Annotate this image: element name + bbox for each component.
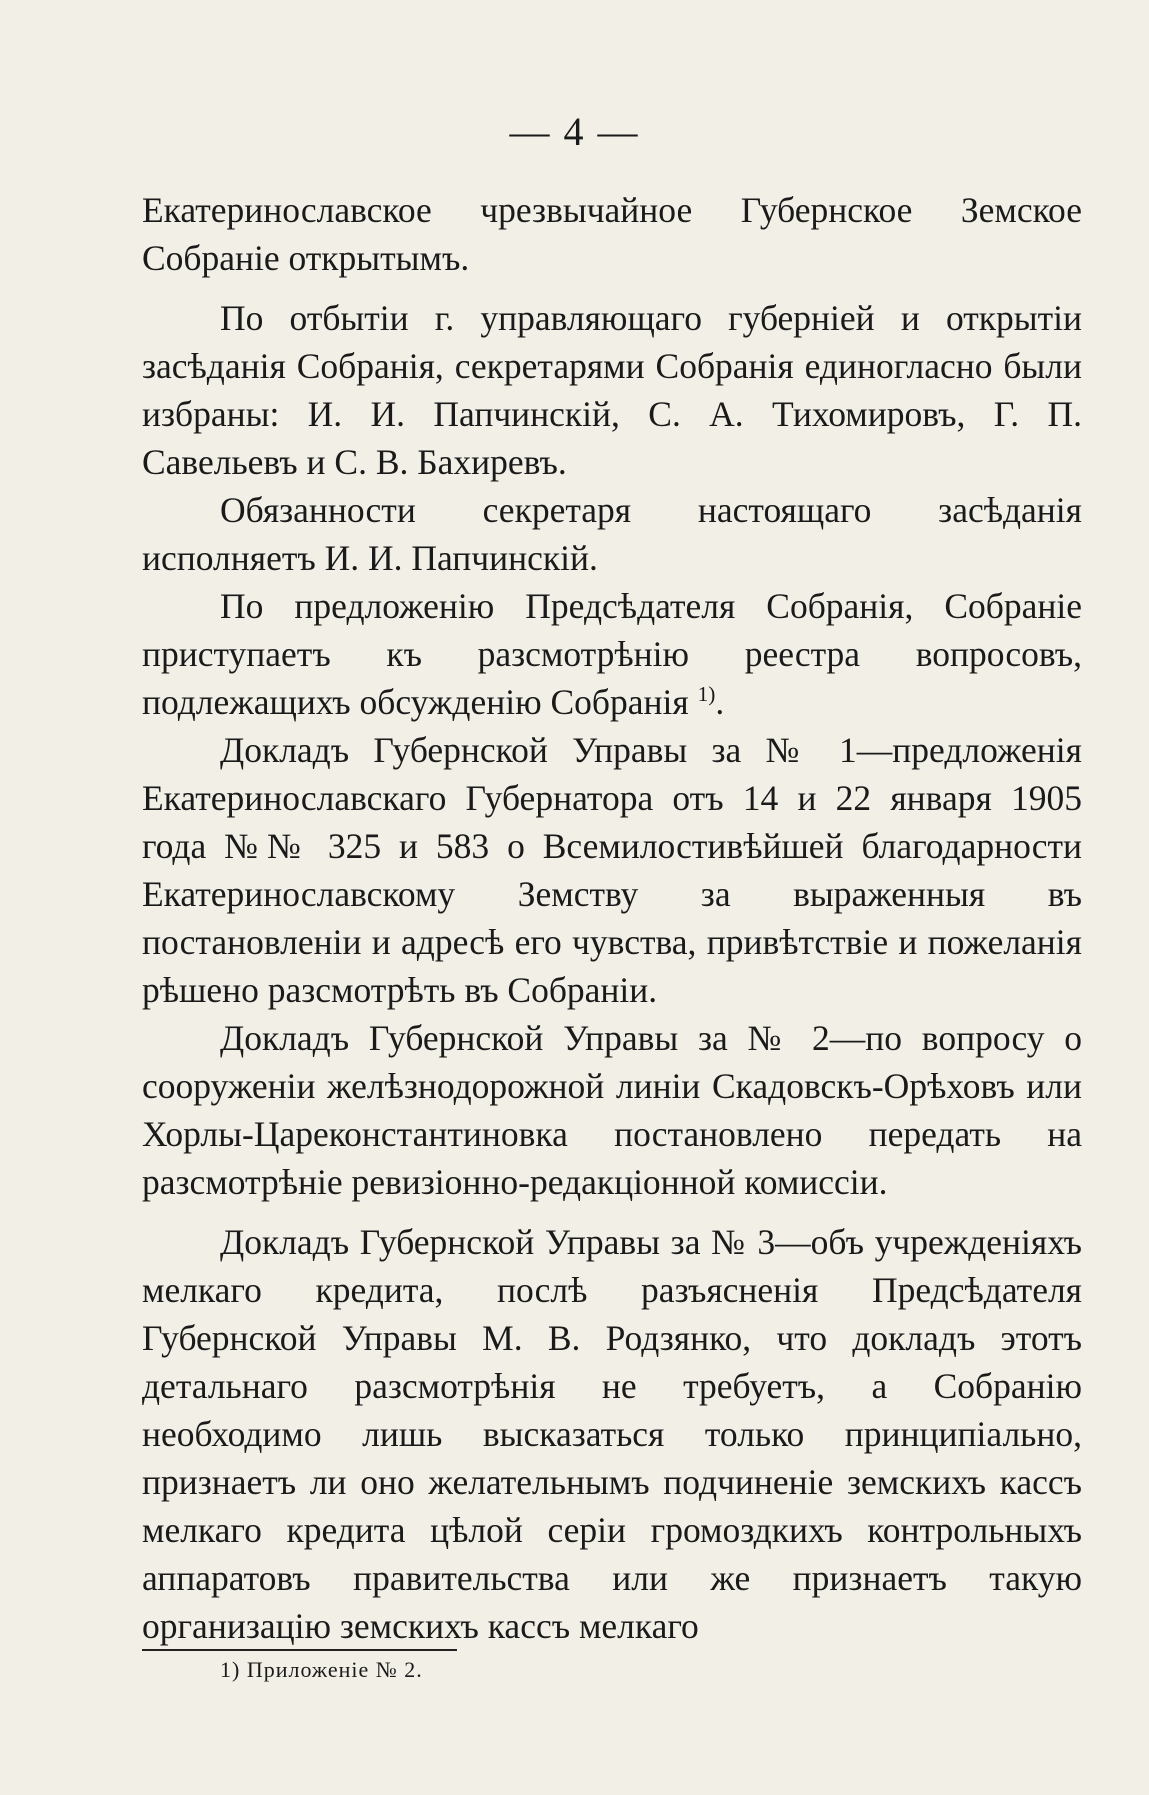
footnote-divider [142,1649,457,1651]
paragraph-duties: Обязанности секретаря настоящаго засѣданія исполняетъ И. И. Папчинскій. [142,490,1082,578]
paragraph-report-3: Докладъ Губернской Управы за № 3—объ учрежденіяхъ мелкаго кредита, послѣ разъясненія Предсѣдателя Губернской Управы М. В. Родзянко, что докладъ этотъ детальнаго разсмотрѣнія не требуетъ, а Собранію необходимо лишь высказаться только принципіально, признаетъ ли оно желательнымъ подчиненіе земскихъ кассъ мелкаго кредита цѣлой серіи громоздкихъ контрольныхъ аппаратовъ правительства или же признаетъ такую организацію земскихъ кассъ мелкаго [142,1222,1082,1646]
footnote-reference: 1) [697,682,716,707]
footnote: 1) Приложеніе № 2. [220,1657,423,1682]
paragraph-report-2: Докладъ Губернской Управы за № 2—по вопросу о сооруженіи желѣзнодорожной линіи Скадовскъ-Орѣховъ или Хорлы-Цареконстантиновка постановлено передать на разсмотрѣніе ревизіонно-редакціонной комиссіи. [142,1018,1082,1202]
paragraph-opening: Екатеринославское чрезвычайное Губернское Земское Собраніе открытымъ. [142,190,1082,278]
paragraph-agenda [142,582,1082,726]
paragraph-report-1: Докладъ Губернской Управы за № 1—предложенія Екатеринославскаго Губернатора отъ 14 и 22 января 1905 года №№ 325 и 583 о Всемилостивѣйшей благодарности Екатеринославскому Земству за выраженныя въ постановленіи и адресѣ его чувства, привѣтствіе и пожеланія рѣшено разсмотрѣть въ Собраніи. [142,730,1082,1010]
page-number: — 4 — [509,109,640,154]
paragraph-secretaries: По отбытіи г. управляющаго губерніей и открытіи засѣданія Собранія, секретарями Собранія единогласно были избраны: И. И. Папчинскій, С. А. Тихомировъ, Г. П. Савельевъ и С. В. Бахиревъ. [142,298,1082,482]
paragraph-agenda-end: . [715,682,725,722]
paragraph-agenda-text: По предложенію Предсѣдателя Собранія, Собраніе приступаетъ къ разсмотрѣнію реестра вопросовъ, подлежащихъ обсужденію Собранія [142,586,1082,722]
body-text [142,186,1082,1650]
